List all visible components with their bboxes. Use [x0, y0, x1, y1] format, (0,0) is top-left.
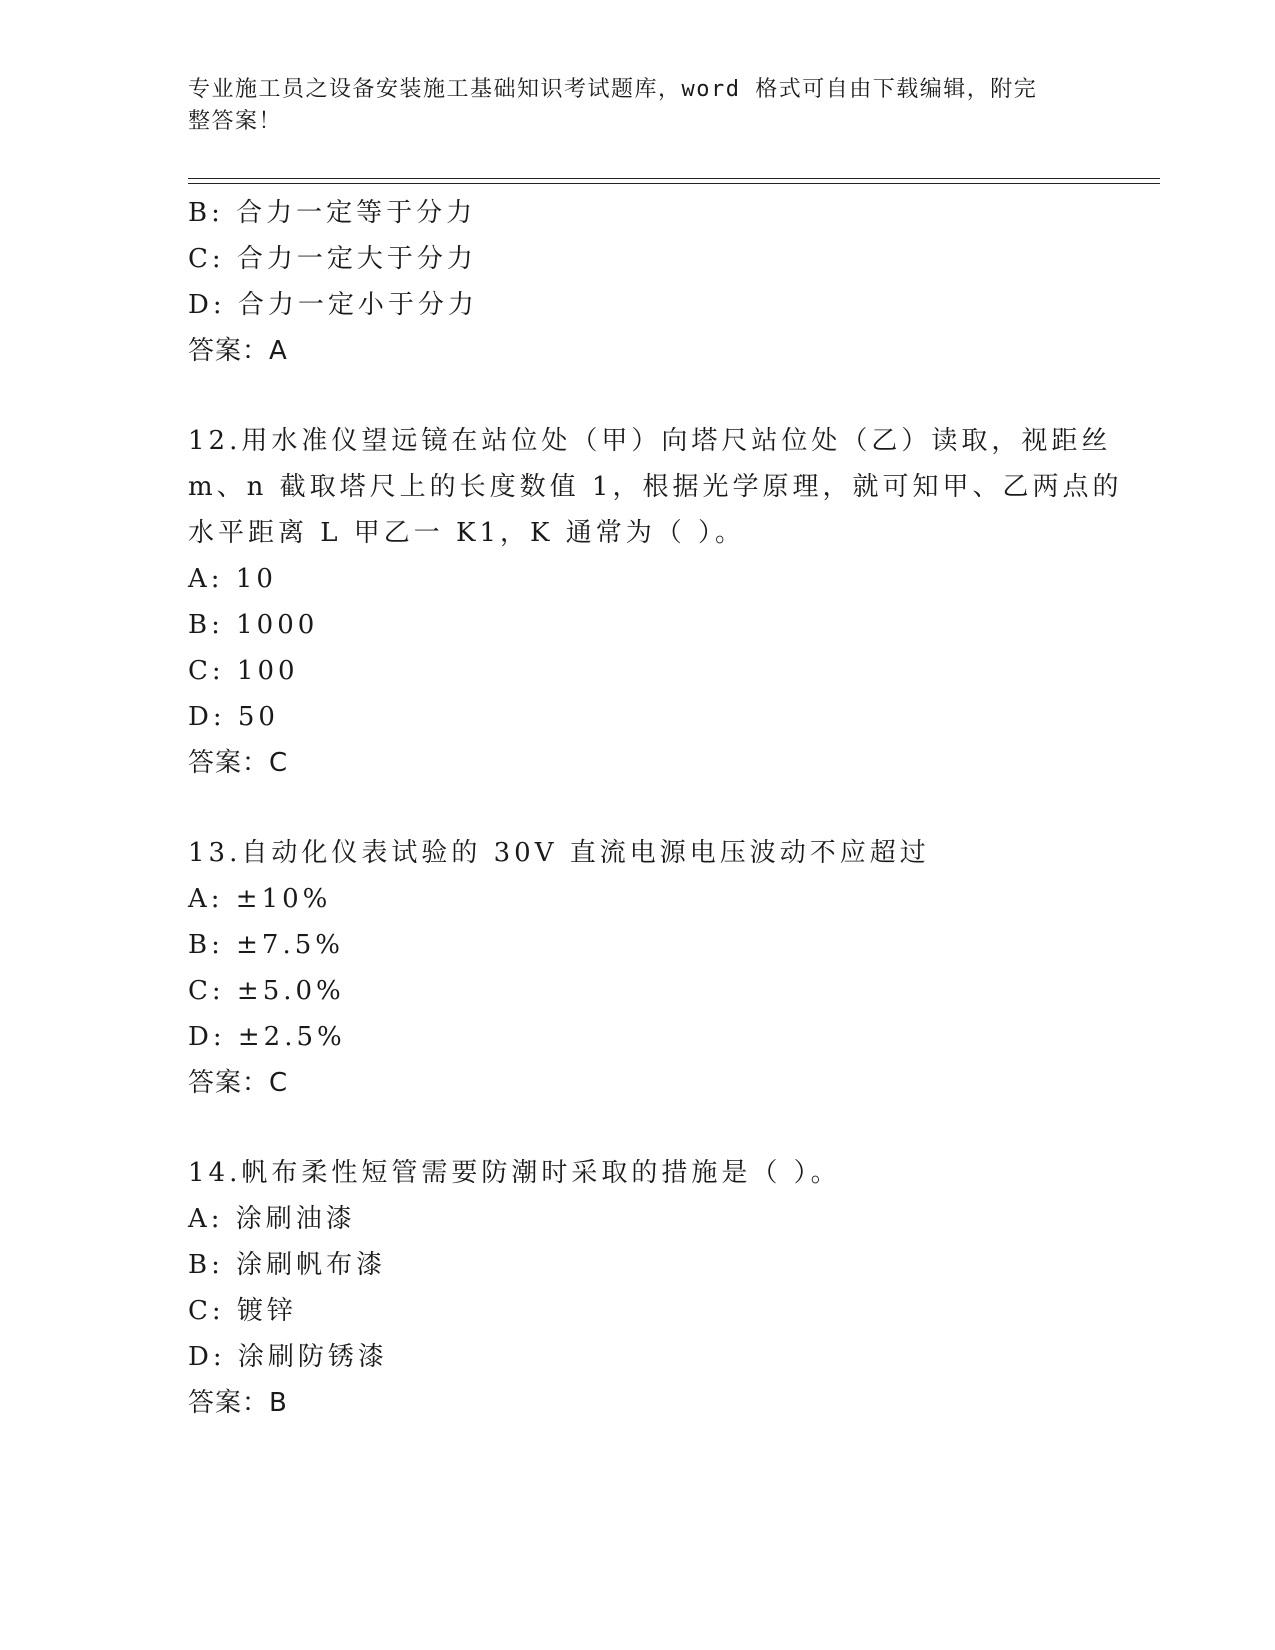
question-stem-line: 13.自动化仪表试验的 30V 直流电源电压波动不应超过	[188, 838, 930, 868]
option-d: D: 50	[188, 702, 279, 732]
option-b: B: ±7.5%	[188, 930, 344, 960]
option-a: A: 涂刷油漆	[188, 1204, 356, 1234]
answer-line: 答案：C	[188, 748, 289, 778]
answer-line: 答案：C	[188, 1068, 289, 1098]
question-stem-line: 12.用水准仪望远镜在站位处（甲）向塔尺站位处（乙）读取，视距丝	[188, 426, 1112, 456]
option-c: C: 镀锌	[188, 1296, 297, 1326]
header-divider-bottom	[188, 183, 1160, 184]
option-a: A: 10	[188, 564, 277, 594]
question-stem-line: 14.帆布柔性短管需要防潮时采取的措施是（ ）。	[188, 1158, 841, 1188]
header-line-1: 专业施工员之设备安装施工基础知识考试题库，word 格式可自由下载编辑，附完	[188, 77, 1038, 102]
option-d: D: 合力一定小于分力	[188, 290, 478, 320]
option-b: B: 1000	[188, 610, 319, 640]
question-12	[188, 418, 1123, 786]
question-13	[188, 830, 1088, 1106]
document-header	[188, 74, 1068, 138]
header-line-2: 整答案！	[188, 109, 283, 134]
question-14	[188, 1150, 1088, 1426]
option-a: A: ±10%	[188, 884, 332, 914]
option-b: B: 合力一定等于分力	[188, 198, 477, 228]
answer-line: 答案：A	[188, 336, 288, 366]
option-b: B: 涂刷帆布漆	[188, 1250, 387, 1280]
option-c: C: 合力一定大于分力	[188, 244, 477, 274]
question-list	[188, 190, 1123, 1426]
question-stem-line: 水平距离 L 甲乙一 K1，K 通常为（ ）。	[188, 518, 745, 548]
option-d: D: 涂刷防锈漆	[188, 1342, 388, 1372]
option-c: C: ±5.0%	[188, 976, 345, 1006]
option-c: C: 100	[188, 656, 299, 686]
question-11-tail	[188, 190, 1088, 374]
option-d: D: ±2.5%	[188, 1022, 346, 1052]
answer-line: 答案：B	[188, 1388, 288, 1418]
question-stem-line: m、n 截取塔尺上的长度数值 1，根据光学原理，就可知甲、乙两点的	[188, 472, 1123, 502]
header-divider-top	[188, 178, 1160, 179]
